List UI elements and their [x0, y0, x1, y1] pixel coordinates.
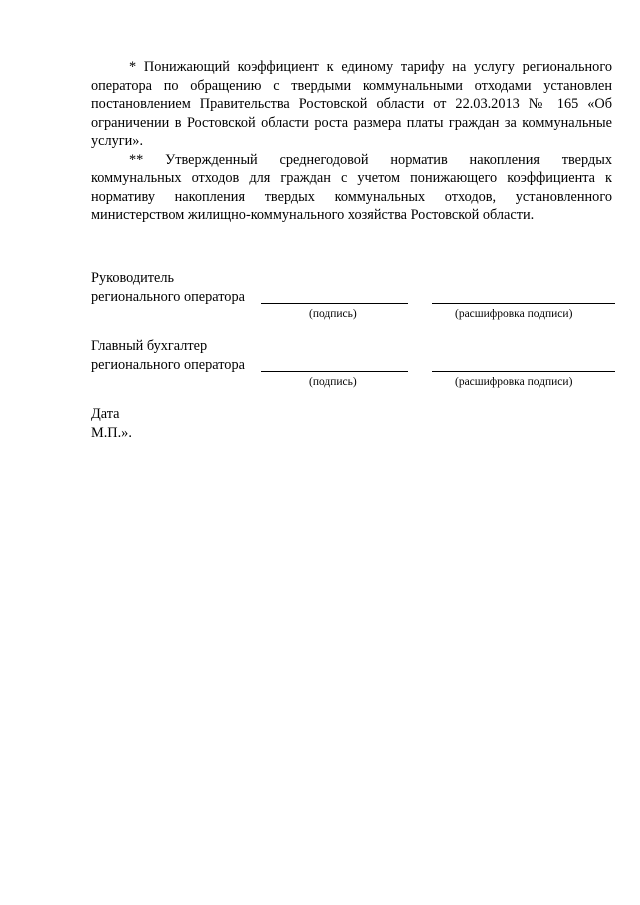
signature-line [261, 371, 408, 372]
stamp-label: М.П.». [91, 425, 132, 441]
footnotes [91, 58, 612, 225]
signatory-title: Главный бухгалтер [91, 338, 208, 354]
name-decryption-line [432, 303, 615, 304]
signatory-title: Руководитель [91, 270, 175, 286]
closing-block [91, 405, 132, 443]
signature-caption: (подпись) [309, 308, 357, 320]
signature-caption: (подпись) [309, 376, 357, 388]
name-decryption-line [432, 371, 615, 372]
signature-row [91, 288, 621, 320]
name-decryption-caption: (расшифровка подписи) [455, 376, 573, 388]
signature-block-head [91, 269, 621, 320]
date-label: Дата [91, 406, 120, 422]
name-decryption-caption: (расшифровка подписи) [455, 308, 573, 320]
signatory-role: регионального оператора [91, 289, 245, 305]
signature-row [91, 356, 621, 388]
footnote-coefficient: * Понижающий коэффициент к единому тарифу на услугу регионального оператора по обращению с твердыми коммунальными отходами установлен постановлением Правительства Ростовской области от 22.03.2013 № 165 «Об ограничении в Ростовской области роста размера платы граждан за коммунальные услуги». [91, 59, 612, 149]
signature-block-accountant [91, 337, 621, 388]
signatory-role: регионального оператора [91, 357, 245, 373]
signature-line [261, 303, 408, 304]
footnote-norm: ** Утвержденный среднегодовой норматив накопления твердых коммунальных отходов для граждан с учетом понижающего коэффициента к нормативу накопления твердых коммунальных отходов, установленного министерством жилищно-коммунального хозяйства Ростовской области. [91, 151, 612, 223]
